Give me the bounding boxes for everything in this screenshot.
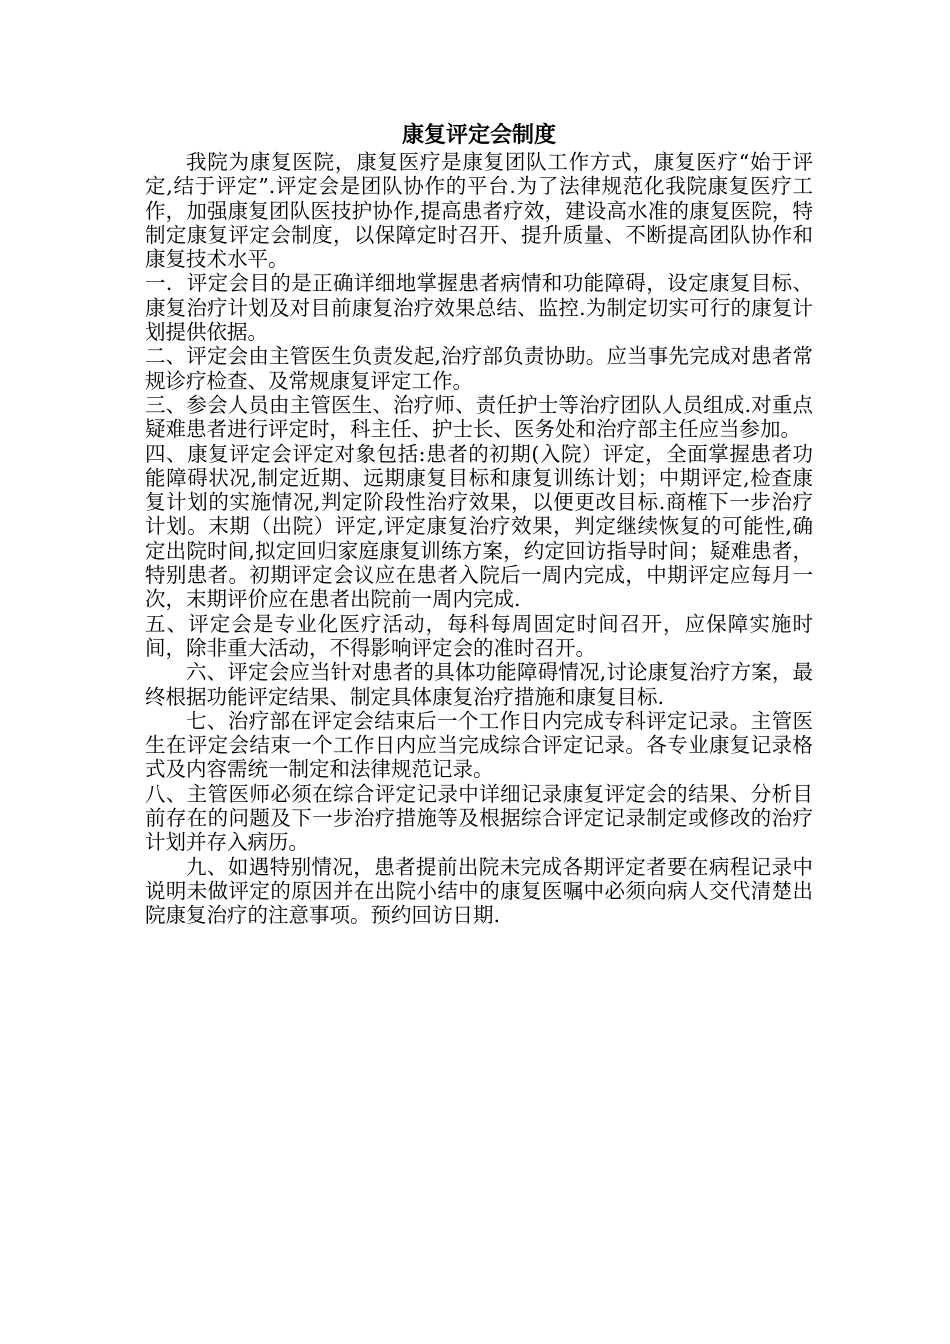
clause-8-paragraph: 八、主管医师必须在综合评定记录中详细记录康复评定会的结果、分析目前存在的问题及下一步治疗措施等及根据综合评定记录制定或修改的治疗计划并存入病历。 (145, 781, 813, 855)
clause-6-paragraph: 六、评定会应当针对患者的具体功能障碍情况,讨论康复治疗方案，最终根据功能评定结果、制定具体康复治疗措施和康复目标. (145, 660, 813, 709)
document-title: 康复评定会制度 (401, 123, 556, 148)
document-body (145, 122, 813, 928)
clause-4-paragraph: 四、康复评定会评定对象包括:患者的初期(入院）评定，全面掌握患者功能障碍状况,制定近期、远期康复目标和康复训练计划；中期评定,检查康复计划的实施情况,判定阶段性治疗效果，以便更改目标.商榷下一步治疗计划。末期（出院）评定,评定康复治疗效果，判定继续恢复的可能性,确定出院时间,拟定回归家庭康复训练方案，约定回访指导时间；疑难患者，特别患者。初期评定会议应在患者入院后一周内完成，中期评定应每月一次，末期评价应在患者出院前一周内完成. (145, 441, 813, 612)
clause-5-paragraph: 五、评定会是专业化医疗活动，每科每周固定时间召开，应保障实施时间，除非重大活动，不得影响评定会的准时召开。 (145, 611, 813, 660)
clause-7-paragraph: 七、治疗部在评定会结束后一个工作日内完成专科评定记录。主管医生在评定会结束一个工作日内应当完成综合评定记录。各专业康复记录格式及内容需统一制定和法律规范记录。 (145, 708, 813, 782)
clause-3-paragraph: 三、参会人员由主管医生、治疗师、责任护士等治疗团队人员组成.对重点疑难患者进行评定时，科主任、护士长、医务处和治疗部主任应当参加。 (145, 392, 813, 442)
clause-2-paragraph: 二、评定会由主管医生负责发起,治疗部负责协助。应当事先完成对患者常规诊疗检查、及常规康复评定工作。 (145, 344, 813, 393)
clause-1-paragraph: 一．评定会目的是正确详细地掌握患者病情和功能障碍，设定康复目标、康复治疗计划及对目前康复治疗效果总结、监控.为制定切实可行的康复计划提供依据。 (145, 271, 813, 345)
clause-9-paragraph: 九、如遇特别情况，患者提前出院未完成各期评定者要在病程记录中说明未做评定的原因并在出院小结中的康复医嘱中必须向病人交代清楚出院康复治疗的注意事项。预约回访日期. (145, 854, 813, 928)
intro-paragraph: 我院为康复医院，康复医疗是康复团队工作方式，康复医疗“始于评定,结于评定”.评定会是团队协作的平台.为了法律规范化我院康复医疗工作，加强康复团队医技护协作,提高患者疗效，建设高水准的康复医院，特制定康复评定会制度，以保障定时召开、提升质量、不断提高团队协作和康复技术水平。 (145, 150, 813, 272)
